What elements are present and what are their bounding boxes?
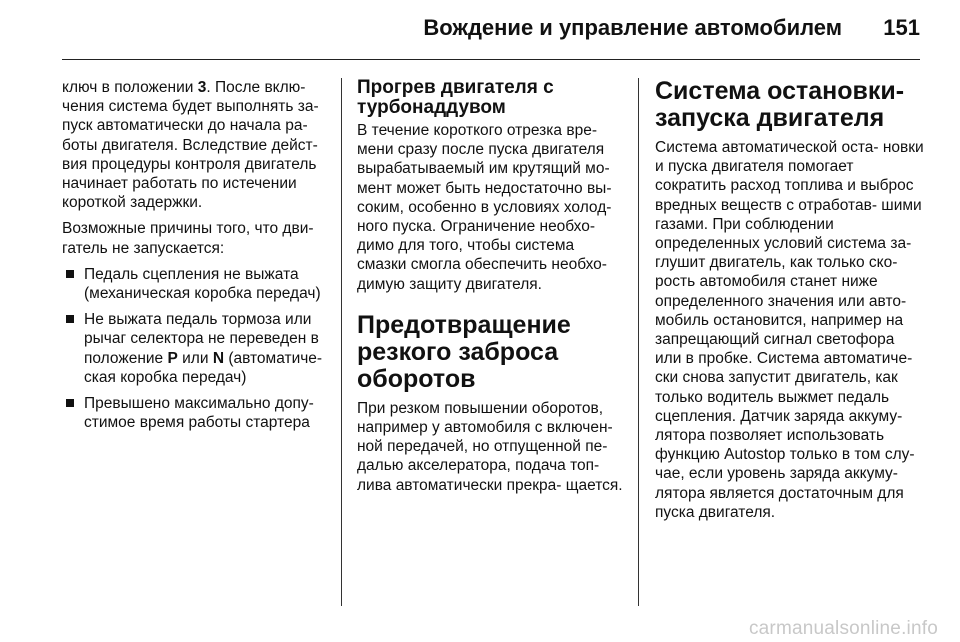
page-number: 151	[883, 15, 920, 40]
gear-n-label: N	[212, 349, 225, 367]
text-span: . После вклю- чения система будет выполнять за- пуск автоматически до начала ра- боты двигателя. Вследствие дейст- вия процедуры контроля двигатель начинает работать по истечении короткой задержки.	[62, 79, 319, 212]
paragraph-overrev: При резком повышении оборотов, например у автомобиля с включен- ной передачей, но отпущенной пе- далью акселератора, подача топ- лива автоматически прекра- щается.	[357, 399, 623, 494]
bullet-icon	[66, 315, 74, 323]
list-item	[62, 265, 332, 303]
page-header-title: Вождение и управление автомобилем	[423, 15, 842, 40]
gear-p-label: P	[167, 349, 178, 367]
header-divider	[62, 59, 920, 60]
text-span: или	[177, 349, 213, 367]
bullet-icon	[66, 270, 74, 278]
list-item-text: Превышено максимально допу- стимое время работы стартера	[84, 395, 314, 432]
column-left	[62, 78, 332, 439]
column-middle	[357, 78, 627, 502]
section-heading-overrev: Предотвращение резкого заброса оборотов	[357, 310, 571, 393]
bullet-icon	[66, 399, 74, 407]
paragraph-stop-start: Система автоматической оста- новки и пуска двигателя помогает сократить расход топлива и выброс вредных веществ с отработав- шими газами. При соблюдении определенных условий система за- глушит двигатель, как только ско- рость автомобиля станет ниже определенного значения или авто- мобиль остановится, например на запрещающий сигнал светофора или в пробке. Система автоматиче- ски снова запустит двигатель, как только водитель выжмет педаль сцепления. Датчик заряда аккуму- лятора позволяет использовать функцию Autostop только в том слу- чае, если уровень заряда аккуму- лятора является достаточным для пуска двигателя.	[655, 139, 924, 521]
paragraph-causes: Возможные причины того, что дви- гатель не запускается:	[62, 220, 314, 257]
list-item	[62, 310, 332, 387]
key-position-label: 3	[197, 79, 207, 96]
watermark: carmanualsonline.info	[748, 618, 938, 639]
column-divider-1	[341, 78, 342, 606]
list-item-text: Педаль сцепления не выжата (механическая коробка передач)	[84, 265, 321, 303]
section-heading-turbo-warmup: Прогрев двигателя с турбонаддувом	[357, 77, 554, 118]
column-divider-2	[638, 78, 639, 606]
text-span: ключ в положении	[62, 79, 198, 96]
paragraph-key-position	[62, 78, 332, 212]
list-item	[62, 394, 332, 432]
text-span: (автоматиче- ская коробка передач)	[84, 349, 323, 386]
column-right	[655, 78, 925, 529]
text-span: Не выжата педаль тормоза или рычаг селектора не переведен в положение	[84, 311, 319, 367]
paragraph-turbo-warmup: В течение короткого отрезка вре- мени сразу после пуска двигателя вырабатываемый им крутящий мо- мент может быть недостаточно вы- соким, особенно в условиях холод- ного пуска. Ограничение необхо- димо для того, чтобы система смазки смогла обеспечить необхо- димую защиту двигателя.	[357, 122, 612, 293]
section-heading-stop-start: Система остановки- запуска двигателя	[655, 77, 905, 132]
causes-list	[62, 265, 332, 433]
